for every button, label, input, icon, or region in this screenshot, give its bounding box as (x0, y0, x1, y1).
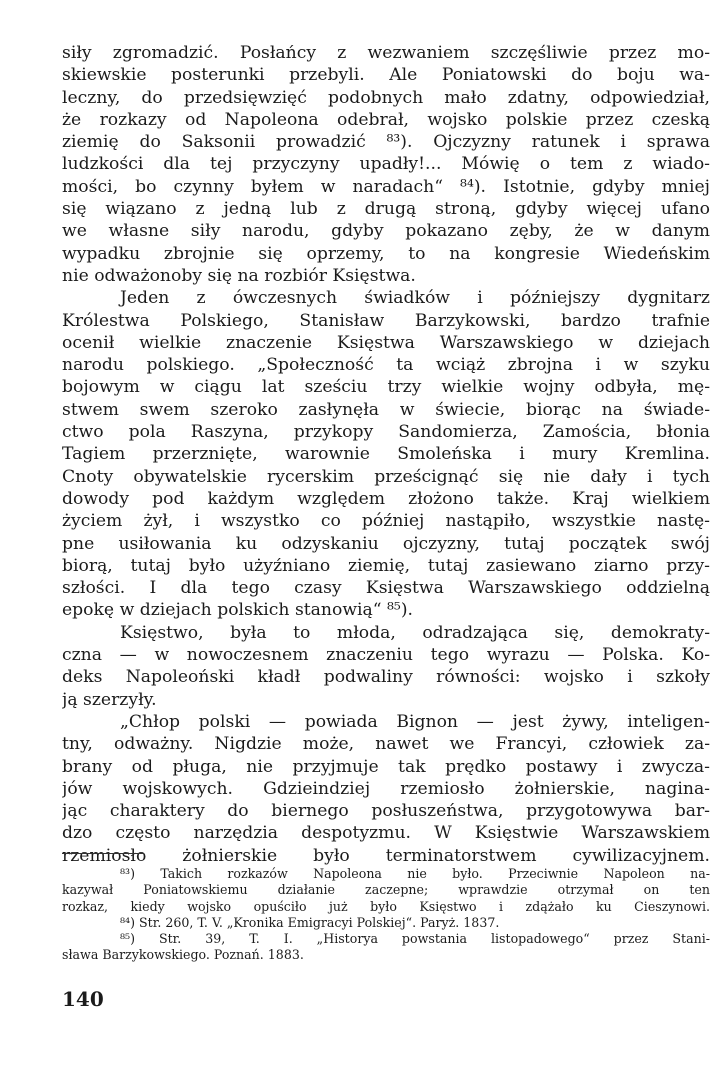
text-line: dowody pod każdym względem złożono także. Kraj wielkiem (62, 488, 710, 509)
text-line: Księstwo, była to młoda, odradzająca się, demokraty- (120, 622, 710, 643)
text-line: mości, bo czynny byłem w naradach“ ⁸⁴). Istotnie, gdyby mniej (62, 176, 710, 197)
text-line: stwem swem szeroko zasłynęła w świecie, biorąc na świade- (62, 399, 710, 420)
text-line: bojowym w ciągu lat sześciu trzy wielkie wojny odbyła, mę- (62, 377, 710, 398)
text-line: siły zgromadzić. Posłańcy z wezwaniem szczęśliwie przez mo- (62, 43, 710, 63)
text-line: skiewskie posterunki przebyli. Ale Poniatowski do boju wa- (62, 65, 710, 86)
text-line: we własne siły narodu, gdyby pokazano zęby, że w danym (62, 221, 710, 242)
text-line: „Chłop polski — powiada Bignon — jest żywy, inteligen- (120, 711, 710, 732)
text-line: Cnoty obywatelskie rycerskim prześcignąć się nie dały i tych (62, 466, 710, 487)
footnote-line: sława Barzykowskiego. Poznań. 1883. (62, 947, 304, 963)
text-line: biorą, tutaj było użyźniano ziemię, tutaj zasiewano ziarno przy- (62, 555, 710, 576)
text-line: deks Napoleoński kładł podwaliny równości: wojsko i szkoły (62, 667, 710, 688)
text-line: czna — w nowoczesnem znaczeniu tego wyrazu — Polska. Ko- (62, 645, 710, 666)
text-line: ocenił wielkie znaczenie Księstwa Warszawskiego w dziejach (62, 332, 710, 353)
text-line: dzo często narzędzia despotyzmu. W Księstwie Warszawskiem (62, 823, 710, 844)
text-line: epokę w dziejach polskich stanowią“ ⁸⁵). (62, 600, 413, 621)
footnotes (62, 866, 710, 964)
text-line: jąc charaktery do biernego posłuszeństwa, przygotowywa bar- (62, 801, 710, 822)
footnote-line: rozkaz, kiedy wojsko opuściło już było Księstwo i zdążało ku Cieszynowi. (62, 898, 710, 914)
text-line: nie odważonoby się na rozbiór Księstwa. (62, 265, 416, 286)
footnote-line: ⁸⁵) Str. 39, T. I. „Historya powstania listopadowego“ przez Stani- (120, 931, 710, 947)
text-line: ziemię do Saksonii prowadzić ⁸³). Ojczyzny ratunek i sprawa (62, 132, 710, 153)
text-line: wypadku zbrojnie się oprzemy, to na kongresie Wiedeńskim (62, 243, 710, 264)
text-line: pne usiłowania ku odzyskaniu ojczyzny, tutaj początek swój (62, 533, 710, 554)
text-line: Królestwa Polskiego, Stanisław Barzykowski, bardzo trafnie (62, 310, 710, 331)
page-number: 140 (62, 987, 104, 1011)
text-line: szłości. I dla tego czasy Księstwa Warszawskiego oddzielną (62, 578, 710, 599)
text-line: leczny, do przedsięwzięć podobnych mało zdatny, odpowiedział, (62, 87, 710, 108)
text-line: tny, odważny. Nigdzie może, nawet we Francyi, człowiek za- (62, 734, 710, 755)
text-line: ctwo pola Raszyna, przykopy Sandomierza, Zamościa, błonia (62, 422, 710, 443)
text-line: że rozkazy od Napoleona odebrał, wojsko polskie przez czeską (62, 109, 710, 130)
text-line: ją szerzyły. (62, 689, 157, 710)
main-text (62, 42, 710, 867)
footnote-line: kazywał Poniatowskiemu działanie zaczepne; wprawdzie otrzymał on ten (62, 882, 710, 898)
text-line: rzemiosło żołnierskie było terminatorstwem cywilizacyjnem. (62, 845, 710, 866)
text-line: jów wojskowych. Gdzieindziej rzemiosło żołnierskie, nagina- (62, 778, 710, 799)
text-line: ludzkości dla tej przyczyny upadły!... Mówię o tem z wiado- (62, 154, 710, 175)
footnote-divider (62, 853, 144, 854)
footnote-line: ⁸⁴) Str. 260, T. V. „Kronika Emigracyi Polskiej“. Paryż. 1837. (120, 914, 500, 930)
text-line: brany od pługa, nie przyjmuje tak prędko postawy i zwycza- (62, 756, 710, 777)
footnote-line: ⁸³) Takich rozkazów Napoleona nie było. Przeciwnie Napoleon na- (120, 866, 710, 881)
text-line: Tagiem przerznięte, warownie Smoleńska i mury Kremlina. (62, 444, 710, 465)
text-line: życiem żył, i wszystko co później nastąpiło, wszystkie nastę- (62, 511, 710, 532)
text-line: Jeden z ówczesnych świadków i późniejszy dygnitarz (120, 288, 710, 309)
text-line: się wiązano z jedną lub z drugą stroną, gdyby więcej ufano (62, 199, 710, 220)
text-line: narodu polskiego. „Społeczność ta wciąż zbrojna i w szyku (62, 355, 710, 376)
